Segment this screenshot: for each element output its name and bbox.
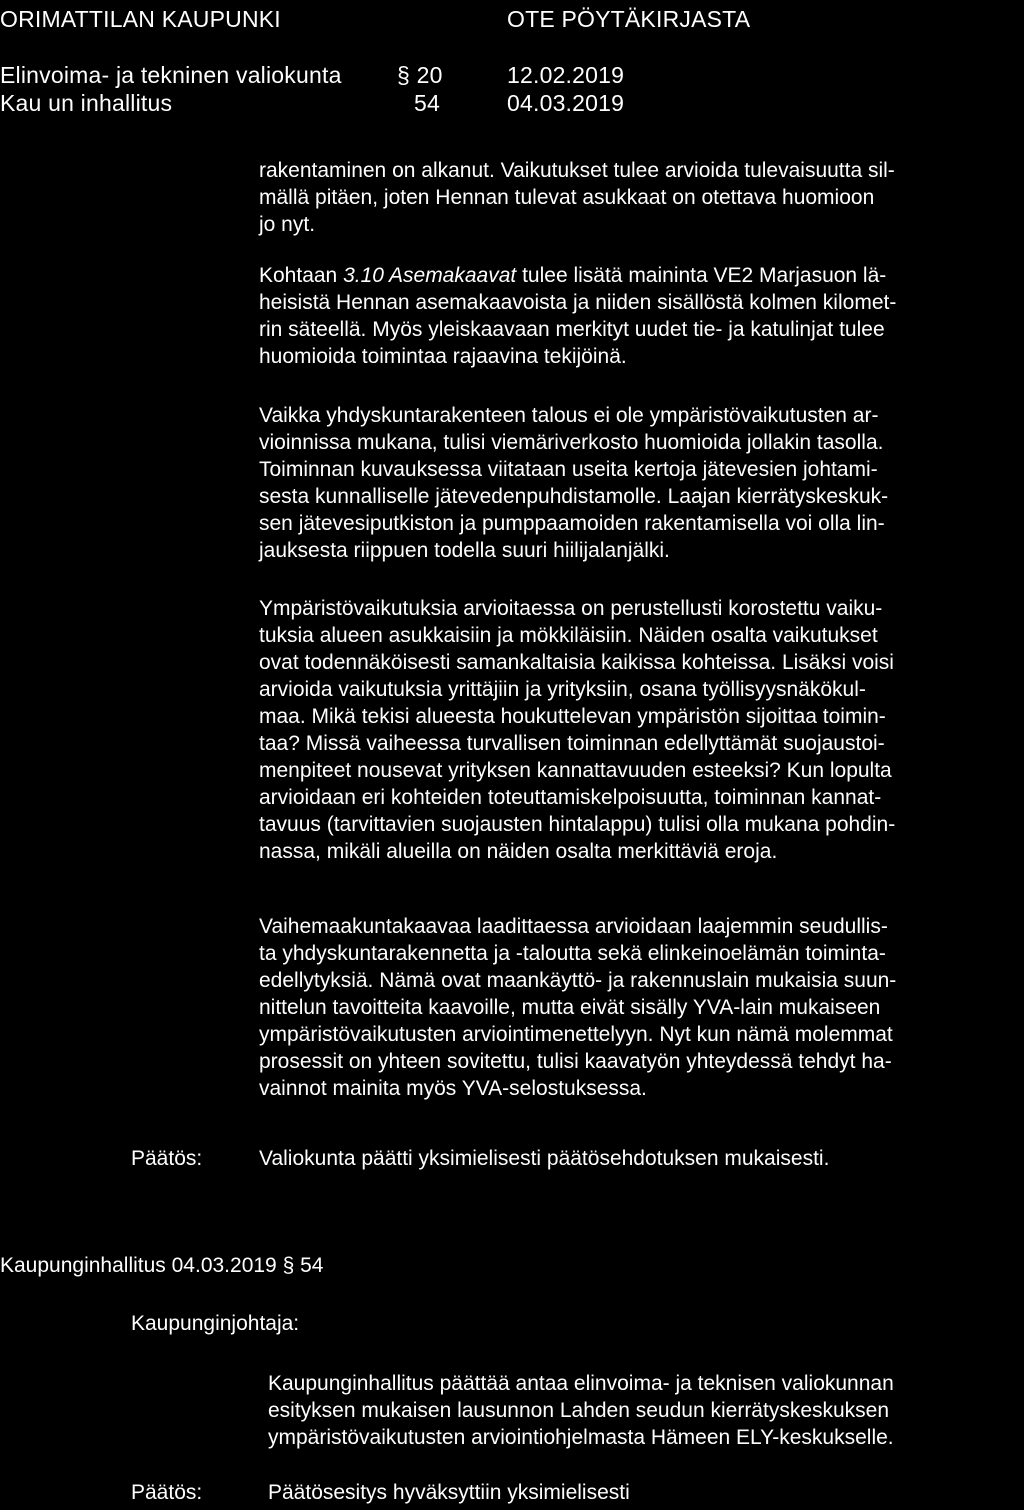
decision-text: Valiokunta päätti yksimielisesti päätösehdotuksen mukaisesti. xyxy=(259,1147,830,1170)
decision-text-2: Päätösesitys hyväksyttiin yksimielisesti xyxy=(268,1481,630,1504)
header-date-1: 12.02.2019 xyxy=(507,62,625,88)
decision-label: Päätös: xyxy=(131,1147,203,1170)
role-label: Kaupunginjohtaja: xyxy=(131,1312,300,1335)
document-type: OTE PÖYTÄKIRJASTA xyxy=(507,6,751,32)
header-section-2: 54 xyxy=(414,90,440,116)
paragraph-4: Ympäristövaikutuksia arvioitaessa on perustellusti korostettu vaiku- tuksia alueen asukkaisiin ja mökkiläisiin. Näiden osalta vaikutukset ovat todennäköisesti samankaltaisia kaikissa kohteissa. Lisäksi voisi arvioida vaikutuksia yrittäjiin ja yrityksiin, osana työllisyysnäkökul- maa. Mikä tekisi alueesta houkuttelevan ympäristön sijoittaa toimin- taa? Missä vaiheessa turvallisen toiminnan edellyttämät suojaustoi- menpiteet nousevat yrityksen kannattavuuden esteeksi? Kun lopulta arvioidaan eri kohteiden toteuttamiskelpoisuutta, toiminnan kannat- tavuus (tarvittavien suojausten hintalappu) tulisi olla mukana pohdin- nassa, mikäli alueilla on näiden osalta merkittäviä eroja. xyxy=(259,597,896,863)
proposal-paragraph: Kaupunginhallitus päättää antaa elinvoima- ja teknisen valiokunnan esityksen mukaisen lausunnon Lahden seudun kierrätyskeskuksen ympäristövaikutusten arviointiohjelmasta Hämeen ELY-keskukselle. xyxy=(268,1372,894,1449)
header-section-1: § 20 xyxy=(397,62,443,88)
paragraph-1: rakentaminen on alkanut. Vaikutukset tulee arvioida tulevaisuutta sil- mällä pitäen, joten Hennan tulevat asukkaat on otettava huomioon jo nyt. xyxy=(259,159,895,236)
paragraph-3: Vaikka yhdyskuntarakenteen talous ei ole ympäristövaikutusten ar- vioinnissa mukana, tulisi viemäriverkosto huomioida jollakin tasolla. Toiminnan kuvauksessa viitataan useita kertoja jätevesien johtami- sesta kunnalliselle jätevedenpuhdistamolle. Laajan kierrätyskeskuk- sen jätevesiputkiston ja pumppaamoiden rakentamisella voi olla lin- jauksesta riippuen todella suuri hiilijalanjälki. xyxy=(259,404,889,562)
header-date-2: 04.03.2019 xyxy=(507,90,625,116)
section-heading: Kaupunginhallitus 04.03.2019 § 54 xyxy=(0,1254,324,1277)
paragraph-5: Vaihemaakuntakaavaa laadittaessa arvioidaan laajemmin seudullis- ta yhdyskuntarakennetta ja -taloutta sekä elinkeinoelämän toiminta- edellytyksiä. Nämä ovat maankäyttö- ja rakennuslain mukaisia suun- nittelun tavoitteita kaavoille, mutta eivät sisälly YVA-lain mukaiseen ympäristövaikutusten arviointimenettelyyn. Nyt kun nämä molemmat prosessit on yhteen sovitettu, tulisi kaavatyön yhteydessä tehdyt ha- vainnot mainita myös YVA-selostuksessa. xyxy=(259,915,897,1100)
decision-label-2: Päätös: xyxy=(131,1481,203,1504)
section-reference: 3.10 Asemakaavat xyxy=(343,264,517,287)
organization-name: ORIMATTILAN KAUPUNKI xyxy=(0,6,281,32)
header-body-2: Kau un inhallitus xyxy=(0,90,173,116)
paragraph-2: Kohtaan 3.10 Asemakaavat tulee lisätä maininta VE2 Marjasuon lä- heisistä Hennan asemakaavoista ja niiden sisällöstä kolmen kilomet- rin säteellä. Myös yleiskaavaan merkityt uudet tie- ja katulinjat tulee huomioida toimintaa rajaavina tekijöinä. xyxy=(259,264,897,368)
header-body-1: Elinvoima- ja tekninen valiokunta xyxy=(0,62,342,88)
